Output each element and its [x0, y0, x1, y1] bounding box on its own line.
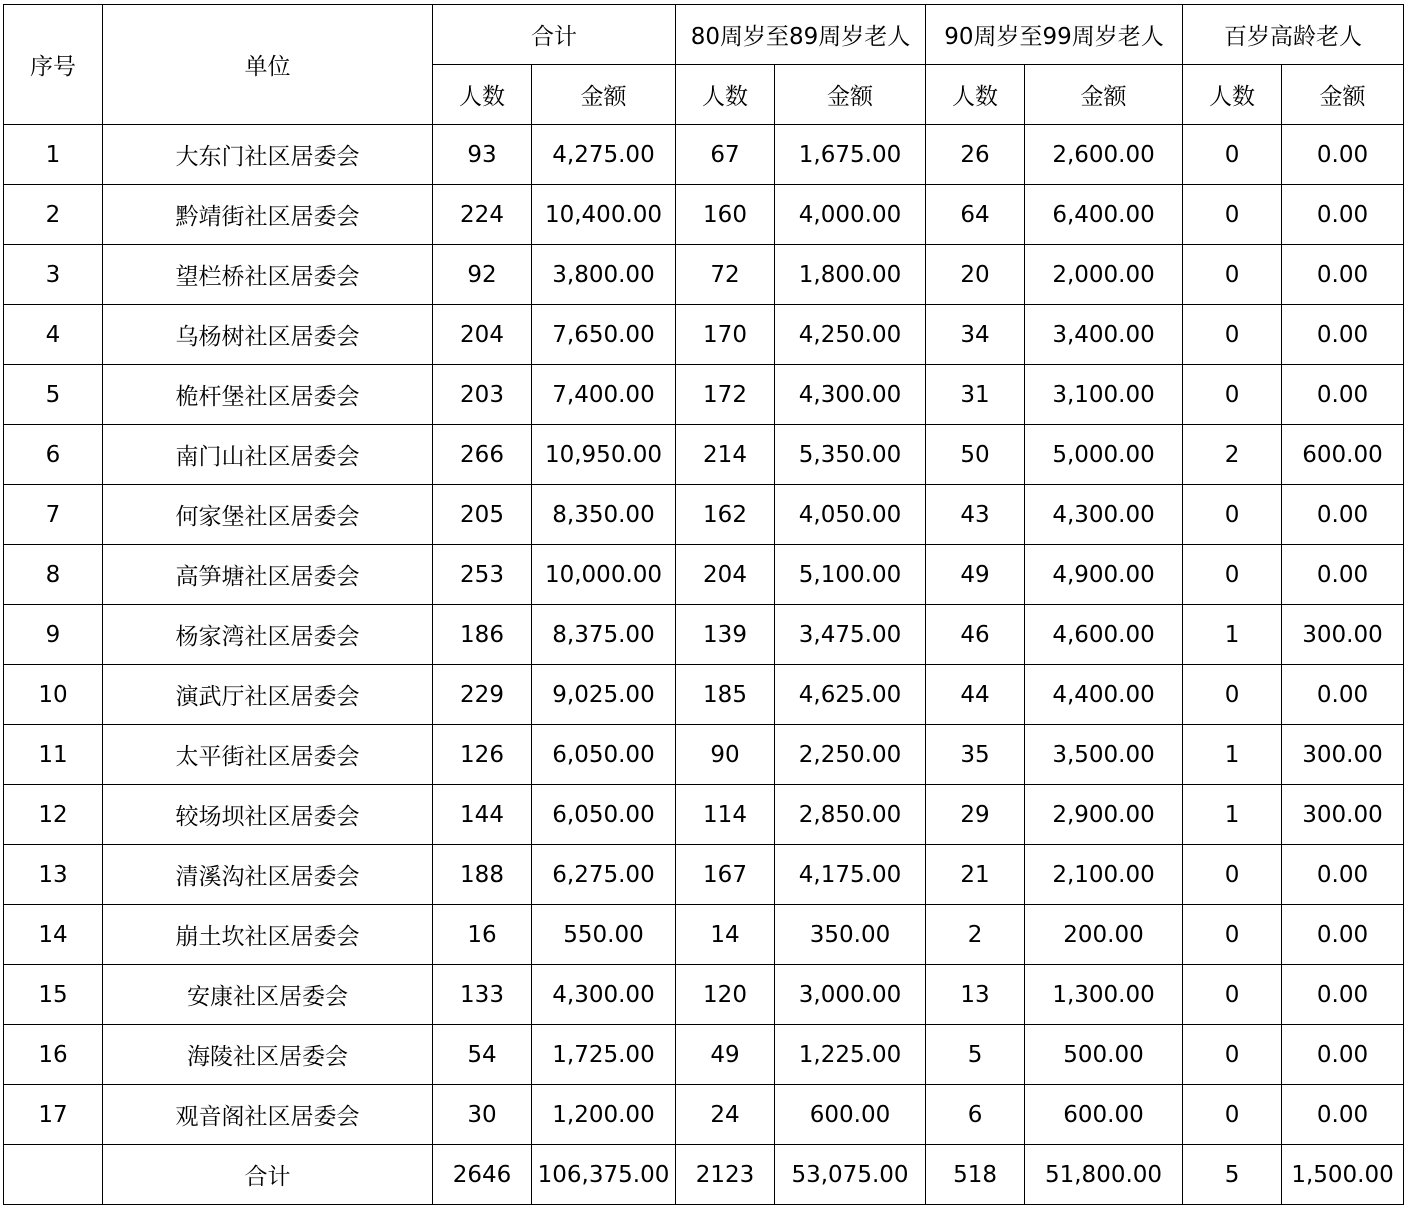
- amount-centenarian-cell: 0.00: [1282, 365, 1404, 425]
- amount-90-99-cell: 4,900.00: [1025, 545, 1183, 605]
- row-index-cell: 6: [4, 425, 103, 485]
- count-80-89-cell: 167: [676, 845, 775, 905]
- unit-name-cell: 海陵社区居委会: [103, 1025, 433, 1085]
- count-centenarian-cell: 1: [1183, 605, 1282, 665]
- unit-name-cell: 崩土坎社区居委会: [103, 905, 433, 965]
- amount-80-89-cell: 1,675.00: [775, 125, 926, 185]
- total-count-centenarian-cell: 5: [1183, 1145, 1282, 1205]
- total-amount-cell: 9,025.00: [532, 665, 676, 725]
- count-80-89-cell: 90: [676, 725, 775, 785]
- total-total-count-cell: 2646: [433, 1145, 532, 1205]
- table-row: [4, 845, 1404, 905]
- total-row: [4, 1145, 1404, 1205]
- amount-80-89-cell: 4,050.00: [775, 485, 926, 545]
- unit-name-cell: 杨家湾社区居委会: [103, 605, 433, 665]
- unit-name-cell: 大东门社区居委会: [103, 125, 433, 185]
- total-amount-cell: 6,050.00: [532, 785, 676, 845]
- total-count-cell: 253: [433, 545, 532, 605]
- total-count-cell: 205: [433, 485, 532, 545]
- total-amount-cell: 3,800.00: [532, 245, 676, 305]
- total-count-cell: 188: [433, 845, 532, 905]
- total-count-cell: 133: [433, 965, 532, 1025]
- count-80-89-cell: 14: [676, 905, 775, 965]
- unit-name-cell: 何家堡社区居委会: [103, 485, 433, 545]
- amount-centenarian-cell: 0.00: [1282, 245, 1404, 305]
- row-index-cell: 10: [4, 665, 103, 725]
- total-count-cell: 229: [433, 665, 532, 725]
- amount-90-99-cell: 2,100.00: [1025, 845, 1183, 905]
- count-90-99-cell: 44: [926, 665, 1025, 725]
- total-amount-80-89-cell: 53,075.00: [775, 1145, 926, 1205]
- table-row: [4, 1085, 1404, 1145]
- unit-name-cell: 南门山社区居委会: [103, 425, 433, 485]
- count-80-89-cell: 185: [676, 665, 775, 725]
- table-row: [4, 185, 1404, 245]
- count-90-99-cell: 26: [926, 125, 1025, 185]
- total-total-amount-cell: 106,375.00: [532, 1145, 676, 1205]
- row-index-cell: 11: [4, 725, 103, 785]
- amount-80-89-cell: 4,625.00: [775, 665, 926, 725]
- count-centenarian-cell: 0: [1183, 305, 1282, 365]
- row-index-cell: 17: [4, 1085, 103, 1145]
- table-row: [4, 665, 1404, 725]
- amount-80-89-cell: 350.00: [775, 905, 926, 965]
- table-row: [4, 425, 1404, 485]
- count-80-89-cell: 24: [676, 1085, 775, 1145]
- count-centenarian-cell: 2: [1183, 425, 1282, 485]
- header-count: 人数: [433, 65, 532, 125]
- total-amount-cell: 550.00: [532, 905, 676, 965]
- amount-centenarian-cell: 0.00: [1282, 545, 1404, 605]
- amount-90-99-cell: 4,300.00: [1025, 485, 1183, 545]
- count-80-89-cell: 160: [676, 185, 775, 245]
- total-amount-cell: 7,650.00: [532, 305, 676, 365]
- header-group-total: 合计: [433, 5, 676, 65]
- total-count-cell: 186: [433, 605, 532, 665]
- amount-80-89-cell: 5,350.00: [775, 425, 926, 485]
- count-90-99-cell: 46: [926, 605, 1025, 665]
- count-80-89-cell: 120: [676, 965, 775, 1025]
- total-amount-cell: 10,000.00: [532, 545, 676, 605]
- row-index-cell: 14: [4, 905, 103, 965]
- header-group-80-89: 80周岁至89周岁老人: [676, 5, 926, 65]
- amount-90-99-cell: 4,400.00: [1025, 665, 1183, 725]
- total-amount-cell: 1,200.00: [532, 1085, 676, 1145]
- total-count-90-99-cell: 518: [926, 1145, 1025, 1205]
- total-unit-name-cell: 合计: [103, 1145, 433, 1205]
- total-amount-cell: 6,050.00: [532, 725, 676, 785]
- amount-centenarian-cell: 0.00: [1282, 665, 1404, 725]
- total-amount-90-99-cell: 51,800.00: [1025, 1145, 1183, 1205]
- count-80-89-cell: 49: [676, 1025, 775, 1085]
- count-80-89-cell: 214: [676, 425, 775, 485]
- total-amount-centenarian-cell: 1,500.00: [1282, 1145, 1404, 1205]
- count-centenarian-cell: 0: [1183, 665, 1282, 725]
- amount-90-99-cell: 500.00: [1025, 1025, 1183, 1085]
- count-80-89-cell: 204: [676, 545, 775, 605]
- total-amount-cell: 8,350.00: [532, 485, 676, 545]
- amount-centenarian-cell: 0.00: [1282, 1025, 1404, 1085]
- amount-90-99-cell: 1,300.00: [1025, 965, 1183, 1025]
- count-centenarian-cell: 0: [1183, 185, 1282, 245]
- total-count-cell: 126: [433, 725, 532, 785]
- count-80-89-cell: 162: [676, 485, 775, 545]
- unit-name-cell: 较场坝社区居委会: [103, 785, 433, 845]
- count-90-99-cell: 29: [926, 785, 1025, 845]
- amount-centenarian-cell: 0.00: [1282, 125, 1404, 185]
- count-90-99-cell: 13: [926, 965, 1025, 1025]
- total-count-cell: 92: [433, 245, 532, 305]
- count-80-89-cell: 67: [676, 125, 775, 185]
- amount-90-99-cell: 5,000.00: [1025, 425, 1183, 485]
- table-row: [4, 605, 1404, 665]
- amount-90-99-cell: 600.00: [1025, 1085, 1183, 1145]
- unit-name-cell: 观音阁社区居委会: [103, 1085, 433, 1145]
- count-centenarian-cell: 0: [1183, 965, 1282, 1025]
- count-centenarian-cell: 1: [1183, 725, 1282, 785]
- amount-90-99-cell: 6,400.00: [1025, 185, 1183, 245]
- total-count-cell: 16: [433, 905, 532, 965]
- header-group-centenarian: 百岁高龄老人: [1183, 5, 1404, 65]
- count-centenarian-cell: 0: [1183, 245, 1282, 305]
- header-unit: 单位: [103, 5, 433, 125]
- total-amount-cell: 4,275.00: [532, 125, 676, 185]
- amount-centenarian-cell: 0.00: [1282, 1085, 1404, 1145]
- unit-name-cell: 望栏桥社区居委会: [103, 245, 433, 305]
- amount-80-89-cell: 4,300.00: [775, 365, 926, 425]
- count-90-99-cell: 64: [926, 185, 1025, 245]
- amount-90-99-cell: 3,500.00: [1025, 725, 1183, 785]
- total-count-cell: 204: [433, 305, 532, 365]
- amount-80-89-cell: 600.00: [775, 1085, 926, 1145]
- count-centenarian-cell: 0: [1183, 125, 1282, 185]
- count-centenarian-cell: 0: [1183, 485, 1282, 545]
- table-row: [4, 785, 1404, 845]
- count-90-99-cell: 20: [926, 245, 1025, 305]
- amount-80-89-cell: 4,175.00: [775, 845, 926, 905]
- total-amount-cell: 10,400.00: [532, 185, 676, 245]
- header-index: 序号: [4, 5, 103, 125]
- row-index-cell: 9: [4, 605, 103, 665]
- table-row: [4, 725, 1404, 785]
- count-90-99-cell: 35: [926, 725, 1025, 785]
- count-90-99-cell: 31: [926, 365, 1025, 425]
- table-row: [4, 965, 1404, 1025]
- count-80-89-cell: 139: [676, 605, 775, 665]
- amount-centenarian-cell: 0.00: [1282, 305, 1404, 365]
- count-centenarian-cell: 0: [1183, 1085, 1282, 1145]
- table-row: [4, 1025, 1404, 1085]
- amount-centenarian-cell: 300.00: [1282, 785, 1404, 845]
- amount-80-89-cell: 4,000.00: [775, 185, 926, 245]
- header-count: 人数: [1183, 65, 1282, 125]
- total-count-cell: 203: [433, 365, 532, 425]
- table-row: [4, 125, 1404, 185]
- unit-name-cell: 演武厅社区居委会: [103, 665, 433, 725]
- total-count-cell: 30: [433, 1085, 532, 1145]
- amount-80-89-cell: 3,475.00: [775, 605, 926, 665]
- unit-name-cell: 黔靖街社区居委会: [103, 185, 433, 245]
- amount-80-89-cell: 5,100.00: [775, 545, 926, 605]
- total-count-80-89-cell: 2123: [676, 1145, 775, 1205]
- count-90-99-cell: 50: [926, 425, 1025, 485]
- amount-90-99-cell: 2,900.00: [1025, 785, 1183, 845]
- amount-90-99-cell: 3,400.00: [1025, 305, 1183, 365]
- table-header: [4, 5, 1404, 125]
- count-80-89-cell: 72: [676, 245, 775, 305]
- table-row: [4, 245, 1404, 305]
- amount-80-89-cell: 3,000.00: [775, 965, 926, 1025]
- row-index-cell: 5: [4, 365, 103, 425]
- total-count-cell: 144: [433, 785, 532, 845]
- count-90-99-cell: 5: [926, 1025, 1025, 1085]
- count-90-99-cell: 21: [926, 845, 1025, 905]
- total-amount-cell: 7,400.00: [532, 365, 676, 425]
- header-amount: 金额: [532, 65, 676, 125]
- table-row: [4, 305, 1404, 365]
- header-amount: 金额: [1025, 65, 1183, 125]
- total-count-cell: 266: [433, 425, 532, 485]
- table-row: [4, 485, 1404, 545]
- count-80-89-cell: 170: [676, 305, 775, 365]
- unit-name-cell: 太平街社区居委会: [103, 725, 433, 785]
- amount-centenarian-cell: 0.00: [1282, 905, 1404, 965]
- total-amount-cell: 4,300.00: [532, 965, 676, 1025]
- amount-90-99-cell: 2,600.00: [1025, 125, 1183, 185]
- count-centenarian-cell: 0: [1183, 845, 1282, 905]
- count-centenarian-cell: 0: [1183, 545, 1282, 605]
- amount-centenarian-cell: 0.00: [1282, 485, 1404, 545]
- row-index-cell: 7: [4, 485, 103, 545]
- header-group-90-99: 90周岁至99周岁老人: [926, 5, 1183, 65]
- unit-name-cell: 高笋塘社区居委会: [103, 545, 433, 605]
- row-index-cell: 12: [4, 785, 103, 845]
- count-90-99-cell: 43: [926, 485, 1025, 545]
- row-index-cell: 13: [4, 845, 103, 905]
- table-body: [4, 125, 1404, 1205]
- table-row: [4, 905, 1404, 965]
- amount-80-89-cell: 2,850.00: [775, 785, 926, 845]
- header-count: 人数: [676, 65, 775, 125]
- row-index-cell: 2: [4, 185, 103, 245]
- total-amount-cell: 6,275.00: [532, 845, 676, 905]
- total-count-cell: 224: [433, 185, 532, 245]
- total-amount-cell: 8,375.00: [532, 605, 676, 665]
- row-index-cell: 16: [4, 1025, 103, 1085]
- row-index-cell: 3: [4, 245, 103, 305]
- count-centenarian-cell: 0: [1183, 365, 1282, 425]
- amount-centenarian-cell: 300.00: [1282, 605, 1404, 665]
- total-amount-cell: 10,950.00: [532, 425, 676, 485]
- header-row-groups: [4, 5, 1404, 65]
- header-amount: 金额: [775, 65, 926, 125]
- amount-centenarian-cell: 0.00: [1282, 185, 1404, 245]
- count-centenarian-cell: 1: [1183, 785, 1282, 845]
- unit-name-cell: 乌杨树社区居委会: [103, 305, 433, 365]
- header-count: 人数: [926, 65, 1025, 125]
- amount-centenarian-cell: 300.00: [1282, 725, 1404, 785]
- unit-name-cell: 清溪沟社区居委会: [103, 845, 433, 905]
- total-count-cell: 54: [433, 1025, 532, 1085]
- row-index-cell: 1: [4, 125, 103, 185]
- count-90-99-cell: 6: [926, 1085, 1025, 1145]
- table-row: [4, 545, 1404, 605]
- row-index-cell: 8: [4, 545, 103, 605]
- amount-90-99-cell: 3,100.00: [1025, 365, 1183, 425]
- amount-80-89-cell: 2,250.00: [775, 725, 926, 785]
- unit-name-cell: 安康社区居委会: [103, 965, 433, 1025]
- amount-centenarian-cell: 600.00: [1282, 425, 1404, 485]
- amount-80-89-cell: 1,800.00: [775, 245, 926, 305]
- row-index-cell: 15: [4, 965, 103, 1025]
- count-90-99-cell: 34: [926, 305, 1025, 365]
- count-centenarian-cell: 0: [1183, 1025, 1282, 1085]
- total-amount-cell: 1,725.00: [532, 1025, 676, 1085]
- amount-90-99-cell: 2,000.00: [1025, 245, 1183, 305]
- count-centenarian-cell: 0: [1183, 905, 1282, 965]
- total-row-index-cell: [4, 1145, 103, 1205]
- count-80-89-cell: 172: [676, 365, 775, 425]
- amount-centenarian-cell: 0.00: [1282, 965, 1404, 1025]
- amount-90-99-cell: 200.00: [1025, 905, 1183, 965]
- unit-name-cell: 桅杆堡社区居委会: [103, 365, 433, 425]
- amount-80-89-cell: 4,250.00: [775, 305, 926, 365]
- subsidy-table: [3, 4, 1404, 1205]
- count-80-89-cell: 114: [676, 785, 775, 845]
- table-row: [4, 365, 1404, 425]
- count-90-99-cell: 49: [926, 545, 1025, 605]
- amount-90-99-cell: 4,600.00: [1025, 605, 1183, 665]
- header-amount: 金额: [1282, 65, 1404, 125]
- row-index-cell: 4: [4, 305, 103, 365]
- amount-centenarian-cell: 0.00: [1282, 845, 1404, 905]
- amount-80-89-cell: 1,225.00: [775, 1025, 926, 1085]
- count-90-99-cell: 2: [926, 905, 1025, 965]
- total-count-cell: 93: [433, 125, 532, 185]
